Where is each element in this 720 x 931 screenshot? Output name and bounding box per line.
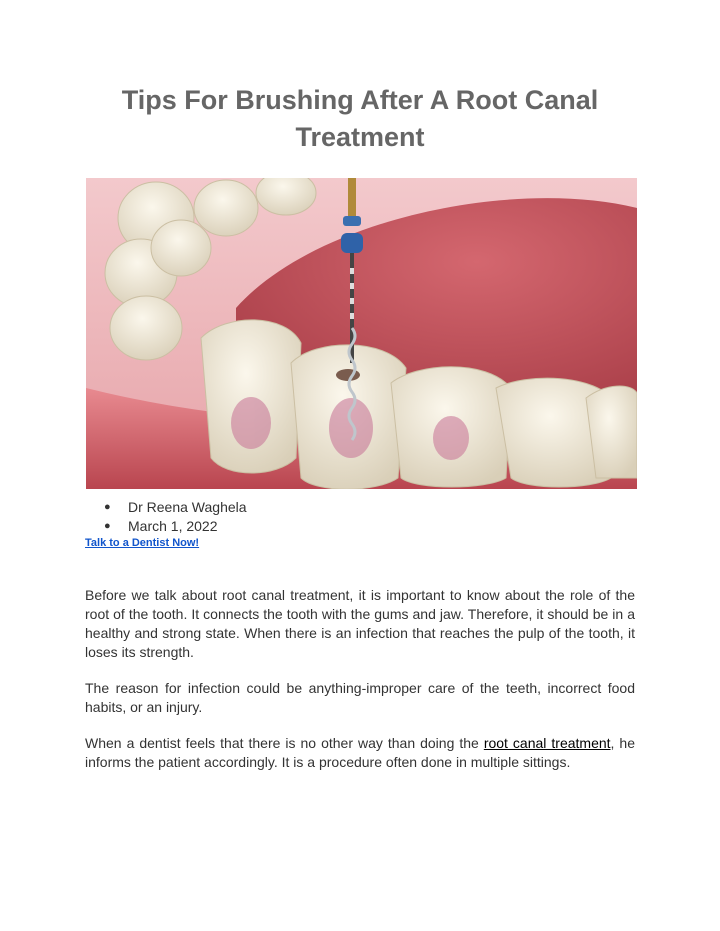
paragraph-1: Before we talk about root canal treatment, it is important to know about the role of the root of the tooth. It connects the tooth with the gums and jaw. Therefore, it should be in a healthy and strong state. When there is an infection that reaches the pulp of the tooth, it loses its strength. — [85, 587, 635, 660]
page-title: Tips For Brushing After A Root Canal Treatment — [121, 85, 599, 152]
author-item: ● Dr Reena Waghela — [104, 498, 247, 517]
paragraph-3 — [85, 734, 635, 772]
paragraph-2: The reason for infection could be anything-improper care of the teeth, incorrect food habits, or an injury. — [85, 680, 635, 715]
date-item: ● March 1, 2022 — [104, 517, 247, 536]
hero-image — [86, 178, 637, 489]
paragraph-3-text-before: When a dentist feels that there is no other way than doing the — [85, 735, 484, 751]
article-meta-list — [104, 498, 247, 536]
root-canal-illustration — [86, 178, 637, 489]
talk-to-dentist-link[interactable]: Talk to a Dentist Now! — [85, 537, 200, 549]
paragraph-3-text-after: , he informs the patient accordingly. It is a procedure often done in multiple sittings. — [85, 735, 635, 770]
root-canal-treatment-link[interactable]: root canal treatment — [483, 735, 611, 751]
